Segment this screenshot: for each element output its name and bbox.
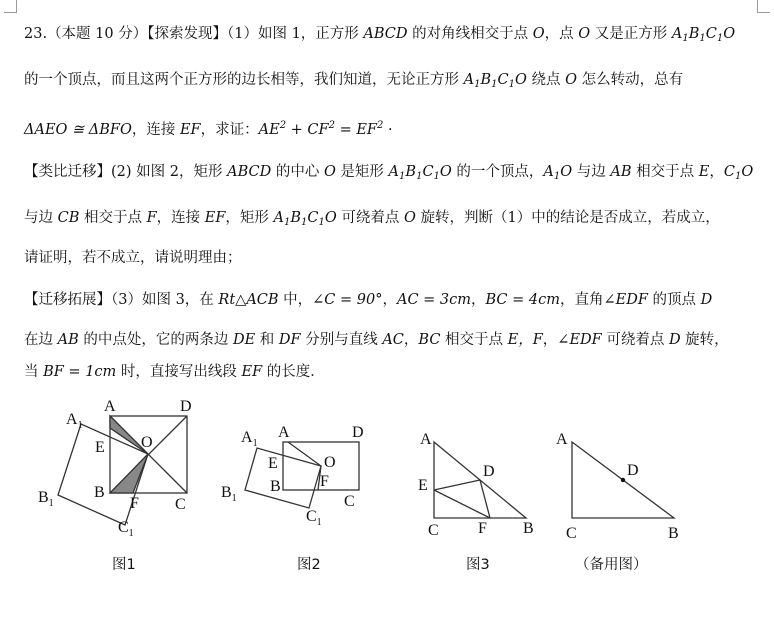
problem-line-2: 的一个顶点，而且这两个正方形的边长相等，我们知道，无论正方形 $A_1B_1C_1O$ 绕点 O 怎么转动，总有 xyxy=(24,72,684,90)
problem-line-7: 【迁移拓展】（3）如图 3，在 Rt△ACB 中，∠C = 90°，AC = 3cm，BC = 4cm，直角∠EDF 的顶点 D xyxy=(24,292,713,308)
fig1-label-c: C xyxy=(175,496,186,513)
fig3-label-f: F xyxy=(478,520,487,537)
fig4-label-a: A xyxy=(556,431,568,448)
figure-2 xyxy=(245,442,359,508)
problem-line-9: 当 BF = 1cm 时，直接写出线段 EF 的长度． xyxy=(24,364,325,380)
problem-line-3: ΔAEO ≅ ΔBFO，连接 EF，求证：$AE^2 + CF^2 = EF^2$ · xyxy=(24,120,393,138)
fig4-label-c: C xyxy=(566,525,577,542)
fig2-label-b1: $B_1$ xyxy=(221,484,237,504)
caption-figure-spare: （备用图） xyxy=(575,557,648,573)
tag-explore: 【探索发现】 xyxy=(147,26,227,42)
problem-line-8: 在边 AB 的中点处，它的两条边 DE 和 DF 分别与直线 AC，BC 相交于点 E，F，∠EDF 可绕着点 D 旋转， xyxy=(24,332,729,348)
problem-line-4: 【类比迁移】(2) 如图 2，矩形 ABCD 的中心 O 是矩形 $A_1B_1C_1O$ 的一个顶点，$A_1O$ 与边 AB 相交于点 E，$C_1O$ xyxy=(24,164,754,182)
caption-figure-3: 图3 xyxy=(466,557,490,573)
fig1-label-a1: $A_1$ xyxy=(66,411,83,431)
fig2-label-o: O xyxy=(324,454,336,471)
fig1-label-b1: $B_1$ xyxy=(38,489,54,509)
fig2-label-e: E xyxy=(268,455,278,472)
problem-line-5: 与边 CB 相交于点 F，连接 EF，矩形 $A_1B_1C_1O$ 可绕着点 O 旋转，判断（1）中的结论是否成立，若成立， xyxy=(24,210,720,228)
fig2-label-c: C xyxy=(344,493,355,510)
problem-line-1: 23.（本题 10 分）【探索发现】（1）如图 1，正方形 ABCD 的对角线相交于点 O，点 O 又是正方形 $A_1B_1C_1O$ xyxy=(24,26,736,44)
fig4-label-d: D xyxy=(627,462,639,479)
fig3-label-a: A xyxy=(420,431,432,448)
fig2-label-b: B xyxy=(270,478,281,495)
fig2-label-d: D xyxy=(352,424,364,441)
fig2-label-f: F xyxy=(320,473,329,490)
fig1-label-f: F xyxy=(130,495,139,512)
caption-figure-1: 图1 xyxy=(112,557,136,573)
figure-1 xyxy=(58,416,187,525)
fig1-label-d: D xyxy=(180,398,192,415)
fig3-label-d: D xyxy=(483,463,495,480)
fig1-label-e: E xyxy=(95,439,105,456)
fig3-label-b: B xyxy=(523,520,534,537)
fig1-label-a: A xyxy=(104,398,116,415)
fig2-label-c1: $C_1$ xyxy=(306,508,322,528)
caption-figure-2: 图2 xyxy=(297,557,321,573)
fig1-label-c1: $C_1$ xyxy=(118,519,134,539)
problem-line-6: 请证明，若不成立，请说明理由； xyxy=(24,250,242,266)
fig1-label-o: O xyxy=(141,434,153,451)
fig2-label-a: A xyxy=(278,424,290,441)
fig3-label-c: C xyxy=(428,522,439,539)
fig2-label-a1: $A_1$ xyxy=(241,429,258,449)
fig4-label-b: B xyxy=(668,525,679,542)
fig1-label-b: B xyxy=(94,484,105,501)
fig3-label-e: E xyxy=(418,477,428,494)
figure-3 xyxy=(434,442,526,518)
point-d-dot xyxy=(621,478,625,482)
